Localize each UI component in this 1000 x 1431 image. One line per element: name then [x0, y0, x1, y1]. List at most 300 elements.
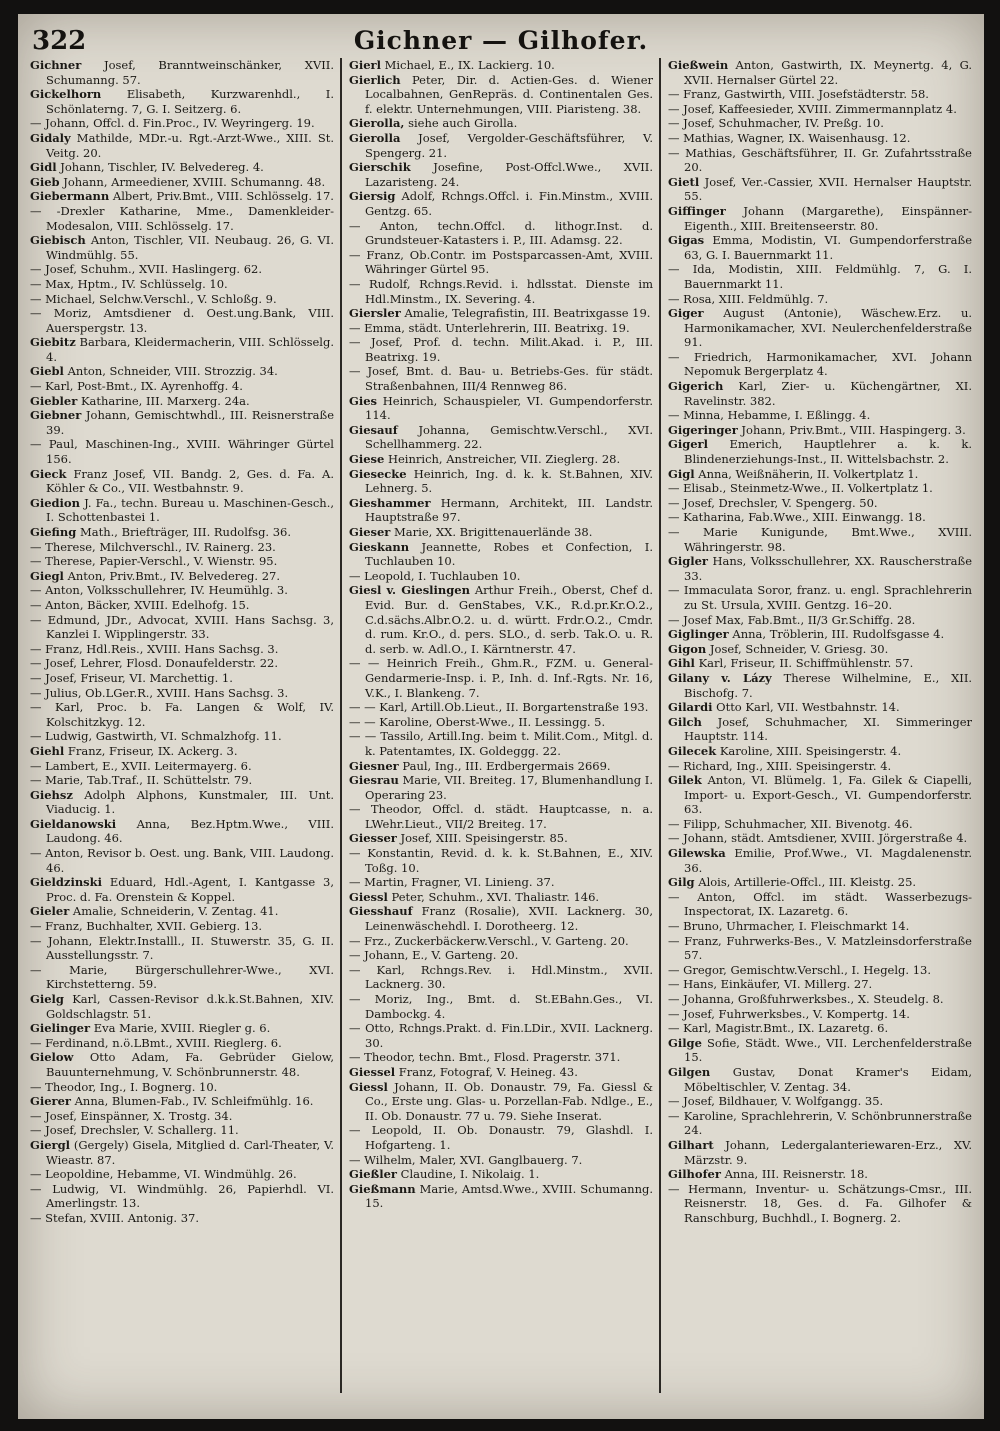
entry-details: — — Heinrich Freih., Ghm.R., FZM. u. General-Gendarmerie-Insp. i. P., Inh. d. Inf.-Rgts. Nr. 16, V.K., I. Blankeng. 7.	[349, 656, 653, 700]
directory-entry	[668, 131, 972, 146]
entry-details: Johann (Margarethe), Einspänner-Eigenth., XIII. Breitenseerstr. 80.	[684, 203, 972, 233]
entry-details: — Franz, Hdl.Reis., XVIII. Hans Sachsg. 3.	[30, 641, 279, 656]
entry-details: — -Drexler Katharine, Mme., Damenkleider-Modesalon, VIII. Schlösselg. 17.	[30, 203, 334, 233]
page-number: 322	[32, 26, 87, 56]
directory-entry	[30, 335, 334, 364]
entry-details: Arthur Freih., Oberst, Chef d. Evid. Bur. d. GenStabes, V.K., R.d.pr.Kr.O.2., C.d.sächs.Albr.O.2. u. d. württ. Frdr.O.2., Cmdr. d. rum. Kr.O., d. pers. SLO., d. serb. Tak.O. u. R. d. serb. w. Adl.O., I. Kärntnerstr. 47.	[365, 583, 653, 656]
directory-entry	[30, 1167, 334, 1182]
entry-details: — Otto, Rchngs.Prakt. d. Fin.LDir., XVII. Lacknerg. 30.	[349, 1021, 653, 1050]
entry-details: — Marie Kunigunde, Bmt.Wwe., XVIII. Währingerstr. 98.	[668, 525, 972, 554]
entry-details: Josefine, Post-Offcl.Wwe., XVII. Lazaristeng. 24.	[365, 160, 653, 189]
entry-details: Josef, Vergolder-Geschäftsführer, V. Spengerg. 21.	[365, 130, 653, 160]
directory-entry	[349, 496, 653, 525]
directory-entry	[668, 1065, 972, 1094]
directory-entry	[349, 423, 653, 452]
entry-surname: Gigas	[668, 233, 705, 248]
directory-entry	[349, 583, 653, 656]
directory-entry	[668, 1182, 972, 1226]
directory-entry	[30, 1094, 334, 1109]
entry-surname: Gigl	[668, 466, 695, 481]
entry-surname: Giesshauf	[349, 904, 413, 919]
entry-surname: Gielg	[30, 992, 64, 1006]
entry-details: — Moriz, Ing., Bmt. d. St.EBahn.Ges., VI. Dambockg. 4.	[349, 992, 653, 1021]
entry-details: Johann, Armeediener, XVIII. Schumanng. 48.	[63, 174, 326, 189]
directory-entry	[668, 583, 972, 612]
directory-entry	[30, 233, 334, 262]
directory-entry	[349, 467, 653, 496]
directory-entry	[349, 700, 653, 715]
entry-details: — Rudolf, Rchngs.Revid. i. hdlsstat. Dienste im Hdl.Minstm., IX. Severing. 4.	[349, 276, 653, 306]
directory-entry	[349, 1050, 653, 1065]
entry-details: — Franz, Gastwirth, VIII. Josefstädterstr. 58.	[668, 87, 929, 102]
entry-details: — Josef, Drechsler, V. Schallerg. 11.	[30, 1123, 239, 1138]
entry-surname: Giergl	[30, 1137, 70, 1152]
entry-details: August (Antonie), Wäschew.Erz. u. Harmonikamacher, XVI. Neulerchenfelderstraße 91.	[684, 306, 972, 350]
directory-entry	[668, 102, 972, 117]
directory-entry	[668, 292, 972, 307]
entry-surname: Gilge	[668, 1035, 702, 1050]
entry-surname: Gidaly	[30, 130, 71, 145]
entry-surname: Gilewska	[668, 846, 726, 861]
entry-surname: Gilany v. Lázy	[668, 670, 772, 685]
entry-details: Josef, XIII. Speisingerstr. 85.	[400, 831, 568, 846]
column-1	[30, 58, 334, 1398]
entry-details: Marie, VII. Breiteg. 17, Blumenhandlung I. Operaring 23.	[365, 773, 653, 802]
directory-entry	[349, 773, 653, 802]
entry-details: — Therese, Papier-Verschl., V. Wienstr. 95.	[30, 554, 278, 569]
entry-details: — Julius, Ob.LGer.R., XVIII. Hans Sachsg. 3.	[30, 685, 289, 700]
directory-entry	[30, 773, 334, 788]
directory-entry	[668, 934, 972, 963]
directory-entry	[30, 744, 334, 759]
directory-entry	[668, 890, 972, 919]
directory-entry	[349, 321, 653, 336]
directory-entry	[349, 364, 653, 393]
entry-details: — Rosa, XIII. Feldmühlg. 7.	[668, 291, 829, 306]
entry-details: Marie, Amtsd.Wwe., XVIII. Schumanng. 15.	[365, 1181, 653, 1211]
entry-surname: Giefing	[30, 525, 77, 539]
entry-surname: Gilg	[668, 875, 695, 890]
directory-entry	[668, 977, 972, 992]
entry-details: Anna, Bez.Hptm.Wwe., VIII. Laudong. 46.	[46, 816, 334, 846]
directory-entry	[668, 175, 972, 204]
entry-details: — Karl, Post-Bmt., IX. Ayrenhoffg. 4.	[30, 379, 243, 394]
entry-details: Heinrich, Anstreicher, VII. Zieglerg. 28.	[387, 452, 621, 467]
entry-surname: Giesl v. Gieslingen	[349, 583, 470, 598]
entry-surname: Gieler	[30, 904, 70, 919]
entry-surname: Giese	[349, 452, 385, 467]
directory-entry	[30, 671, 334, 686]
directory-entry	[30, 642, 334, 657]
directory-entry	[349, 992, 653, 1021]
entry-details: — — Karl, Artill.Ob.Lieut., II. Borgartenstraße 193.	[349, 700, 649, 715]
entry-details: Claudine, I. Nikolaig. 1.	[400, 1167, 540, 1182]
entry-details: Barbara, Kleidermacherin, VIII. Schlösselg. 4.	[46, 335, 334, 364]
entry-details: — Leopold, II. Ob. Donaustr. 79, Glashdl. I. Hofgarteng. 1.	[349, 1123, 653, 1152]
entry-details: — Edmund, JDr., Advocat, XVIII. Hans Sachsg. 3, Kanzlei I. Wipplingerstr. 33.	[30, 612, 334, 642]
directory-entry	[30, 904, 334, 919]
entry-details: — Bruno, Uhrmacher, I. Fleischmarkt 14.	[668, 919, 910, 934]
directory-entry	[349, 875, 653, 890]
directory-entry	[668, 715, 972, 744]
entry-details: Marie, XX. Brigittenauerlände 38.	[394, 525, 593, 539]
entry-details: — Mathias, Geschäftsführer, II. Gr. Zufahrtsstraße 20.	[668, 145, 972, 175]
entry-details: Math., Briefträger, III. Rudolfsg. 36.	[79, 525, 292, 539]
entry-surname: Gierlich	[349, 72, 401, 87]
directory-entry	[668, 744, 972, 759]
directory-entry	[349, 729, 653, 758]
entry-details: — Johann, Offcl. d. Fin.Proc., IV. Weyringerg. 19.	[30, 116, 315, 131]
directory-entry	[349, 160, 653, 189]
entry-details: Amalie, Schneiderin, V. Zentag. 41.	[72, 904, 279, 919]
column-divider	[659, 58, 661, 1393]
entry-surname: Gilardi	[668, 700, 713, 715]
entry-details: — Paul, Maschinen-Ing., XVIII. Währinger Gürtel 156.	[30, 437, 334, 467]
directory-entry	[349, 831, 653, 846]
entry-details: — Anton, Revisor b. Oest. ung. Bank, VIII. Laudong. 46.	[30, 846, 334, 875]
entry-details: — Ida, Modistin, XIII. Feldmühlg. 7, G. I. Bauernmarkt 11.	[668, 262, 972, 291]
directory-entry	[668, 1094, 972, 1109]
entry-details: Johann, II. Ob. Donaustr. 79, Fa. Giessl & Co., Erste ung. Glas- u. Porzellan-Fab. Ndlge., E., II. Ob. Donaustr. 77 u. 79. Siehe Inserat.	[365, 1079, 653, 1123]
entry-details: Karoline, XIII. Speisingerstr. 4.	[719, 743, 902, 758]
entry-surname: Gieldanowski	[30, 816, 117, 831]
entry-surname: Gieldzinski	[30, 875, 102, 890]
entry-details: Hermann, Architekt, III. Landstr. Hauptstraße 97.	[365, 495, 653, 525]
directory-entry	[668, 1138, 972, 1167]
entry-details: — — Tassilo, Artill.Ing. beim t. Milit.Com., Mitgl. d. k. Patentamtes, IX. Goldeggg. 22.	[349, 729, 653, 758]
entry-details: — Immaculata Soror, franz. u. engl. Sprachlehrerin zu St. Ursula, XVIII. Gentzg. 16–20.	[668, 583, 972, 612]
entry-surname: Gilecek	[668, 743, 717, 758]
entry-details: — Theodor, Ing., I. Bognerg. 10.	[30, 1079, 218, 1094]
directory-entry	[30, 992, 334, 1021]
entry-surname: Gieb	[30, 174, 60, 189]
entry-details: — Gregor, Gemischtw.Verschl., I. Hegelg. 13.	[668, 962, 931, 977]
directory-entry	[30, 700, 334, 729]
directory-entry	[668, 481, 972, 496]
entry-details: — Josef, Schuhm., XVII. Haslingerg. 62.	[30, 262, 263, 277]
directory-entry	[668, 627, 972, 642]
entry-surname: Giebner	[30, 408, 82, 423]
entry-surname: Gieck	[30, 466, 67, 481]
entry-surname: Gierschik	[349, 160, 411, 175]
directory-entry	[349, 963, 653, 992]
entry-details: Karl, Zier- u. Küchengärtner, XI. Ravelinstr. 382.	[684, 379, 972, 408]
directory-entry	[30, 116, 334, 131]
directory-entry	[30, 437, 334, 466]
entry-surname: Gichner	[30, 58, 82, 72]
directory-entry	[668, 773, 972, 817]
entry-surname: Giebitz	[30, 335, 76, 350]
directory-entry	[668, 846, 972, 875]
entry-details: — Ferdinand, n.ö.LBmt., XVIII. Rieglerg. 6.	[30, 1035, 282, 1050]
entry-details: — Mathias, Wagner, IX. Waisenhausg. 12.	[668, 130, 911, 145]
directory-entry	[349, 525, 653, 540]
entry-details: Franz Josef, VII. Bandg. 2, Ges. d. Fa. A. Köhler & Co., VII. Westbahnstr. 9.	[46, 466, 334, 496]
entry-details: Heinrich, Schauspieler, VI. Gumpendorferstr. 114.	[365, 393, 653, 423]
entry-surname: Gilch	[668, 714, 702, 729]
entry-details: Peter, Schuhm., XVI. Thaliastr. 146.	[391, 889, 600, 904]
column-3	[668, 58, 972, 1398]
entry-details: Josef, Schneider, V. Griesg. 30.	[709, 641, 889, 656]
entry-details: — Leopoldine, Hebamme, VI. Windmühlg. 26.	[30, 1167, 297, 1182]
entry-details: — Johann, E., V. Garteng. 20.	[349, 948, 519, 963]
running-head: Gichner — Gilhofer.	[353, 26, 649, 55]
entry-surname: Giesecke	[349, 466, 407, 481]
directory-entry	[668, 831, 972, 846]
directory-entry	[30, 598, 334, 613]
directory-entry	[668, 613, 972, 628]
entry-surname: Gigerich	[668, 379, 724, 394]
entry-details: Johanna, Gemischtw.Verschl., XVI. Schellhammerg. 22.	[365, 422, 653, 452]
entry-details: Eduard, Hdl.-Agent, I. Kantgasse 3, Proc. d. Fa. Orenstein & Koppel.	[46, 875, 334, 904]
directory-entry	[668, 875, 972, 890]
entry-surname: Giebler	[30, 393, 78, 408]
entry-details: Emma, Modistin, VI. Gumpendorferstraße 63, G. I. Bauernmarkt 11.	[684, 233, 972, 262]
directory-entry	[668, 963, 972, 978]
entry-details: — Friedrich, Harmonikamacher, XVI. Johann Nepomuk Bergerplatz 4.	[668, 349, 972, 379]
directory-entry	[668, 350, 972, 379]
entry-details: — Anton, techn.Offcl. d. lithogr.Inst. d. Grundsteuer-Katasters i. P., III. Adamsg. 22.	[349, 218, 653, 248]
entry-details: Anna, Blumen-Fab., IV. Schleifmühlg. 16.	[74, 1094, 314, 1109]
directory-entry	[30, 204, 334, 233]
entry-surname: Giessl	[349, 889, 388, 904]
directory-entry	[30, 277, 334, 292]
directory-entry	[30, 656, 334, 671]
directory-entry	[30, 394, 334, 409]
entry-details: — Frz., Zuckerbäckerw.Verschl., V. Garteng. 20.	[349, 933, 629, 948]
entry-details: — Karl, Proc. b. Fa. Langen & Wolf, IV. Kolschitzkyg. 12.	[30, 700, 334, 729]
directory-entry	[668, 423, 972, 438]
directory-entry	[668, 437, 972, 466]
entry-surname: Gilhofer	[668, 1167, 721, 1182]
entry-details: — Konstantin, Revid. d. k. k. St.Bahnen, E., XIV. Toßg. 10.	[349, 846, 653, 875]
directory-entry	[30, 583, 334, 598]
entry-details: Franz, Friseur, IX. Ackerg. 3.	[67, 743, 238, 758]
directory-entry	[30, 1080, 334, 1095]
directory-entry	[349, 540, 653, 569]
directory-entry	[30, 554, 334, 569]
entry-surname: Giehl	[30, 743, 65, 758]
entry-details: Emilie, Prof.Wwe., VI. Magdalenenstr. 36.	[684, 846, 972, 875]
entry-surname: Giesser	[349, 831, 397, 846]
entry-surname: Gigeringer	[668, 422, 738, 437]
directory-entry	[349, 58, 653, 73]
directory-entry	[349, 335, 653, 364]
entry-details: Anton, Tischler, VII. Neubaug. 26, G. VI. Windmühlg. 55.	[46, 233, 334, 262]
entry-details: — — Karoline, Oberst-Wwe., II. Lessingg. 5.	[349, 714, 606, 729]
directory-entry	[349, 73, 653, 117]
directory-entry	[668, 467, 972, 482]
entry-details: — Josef, Lehrer, Flosd. Donaufelderstr. 22.	[30, 656, 278, 671]
directory-entry	[30, 846, 334, 875]
directory-entry	[668, 1167, 972, 1182]
directory-entry	[668, 379, 972, 408]
entry-details: — Franz, Buchhalter, XVII. Gebierg. 13.	[30, 919, 263, 934]
directory-entry	[30, 919, 334, 934]
entry-details: Anton, Gastwirth, IX. Meynertg. 4, G. XVII. Hernalser Gürtel 22.	[684, 58, 972, 87]
directory-entry	[668, 700, 972, 715]
entry-details: Adolph Alphons, Kunstmaler, III. Unt. Viaducig. 1.	[46, 787, 334, 817]
entry-surname: Giebermann	[30, 189, 110, 204]
directory-entry	[668, 262, 972, 291]
entry-details: Sofie, Städt. Wwe., VII. Lerchenfelderstraße 15.	[684, 1035, 972, 1065]
directory-entry	[668, 759, 972, 774]
directory-entry	[30, 613, 334, 642]
directory-entry	[349, 934, 653, 949]
entry-surname: Gierer	[30, 1094, 71, 1109]
entry-details: — Karl, Rchngs.Rev. i. Hdl.Minstm., XVII. Lacknerg. 30.	[349, 962, 653, 992]
entry-details: — Michael, Selchw.Verschl., V. Schloßg. 9.	[30, 291, 277, 306]
entry-surname: Giersler	[349, 306, 401, 321]
directory-entry	[668, 1007, 972, 1022]
entry-details: Katharine, III. Marxerg. 24a.	[80, 393, 250, 408]
entry-details: — Josef, Friseur, VI. Marchettig. 1.	[30, 670, 233, 685]
directory-entry	[30, 788, 334, 817]
directory-entry	[30, 1182, 334, 1211]
entry-details: Johann, Ledergalanteriewaren-Erz., XV. Märzstr. 9.	[684, 1137, 972, 1167]
entry-details: — Johann, städt. Amtsdiener, XVIII. Jörgerstraße 4.	[668, 831, 968, 846]
entry-surname: Gießmann	[349, 1181, 416, 1196]
directory-entry	[668, 204, 972, 233]
entry-details: — Josef, Einspänner, X. Trostg. 34.	[30, 1108, 233, 1123]
directory-entry	[30, 525, 334, 540]
entry-details: Hans, Volksschullehrer, XX. Rauscherstraße 33.	[684, 554, 972, 583]
entry-details: — Elisab., Steinmetz-Wwe., II. Volkertplatz 1.	[668, 481, 933, 496]
column-divider	[340, 58, 342, 1393]
directory-entry	[349, 1080, 653, 1124]
entry-surname: Gierolla,	[349, 116, 405, 131]
directory-entry	[349, 1153, 653, 1168]
directory-entry	[349, 306, 653, 321]
entry-surname: Gierl	[349, 58, 381, 72]
entry-details: Gustav, Donat Kramer's Eidam, Möbeltischler, V. Zentag. 34.	[684, 1064, 972, 1094]
entry-details: Anna, III. Reisnerstr. 18.	[724, 1167, 868, 1182]
entry-surname: Giglinger	[668, 627, 729, 642]
entry-details: — Johanna, Großfuhrwerksbes., X. Steudelg. 8.	[668, 992, 944, 1006]
entry-details: Otto Karl, VII. Westbahnstr. 14.	[716, 700, 900, 715]
entry-details: siehe auch Girolla.	[408, 116, 518, 131]
entry-details: Michael, E., IX. Lackierg. 10.	[384, 58, 555, 72]
directory-entry	[668, 58, 972, 87]
directory-entry	[30, 87, 334, 116]
entry-details: Josef, Branntweinschänker, XVII. Schumanng. 57.	[46, 58, 334, 87]
directory-entry	[349, 846, 653, 875]
directory-entry	[668, 496, 972, 511]
directory-entry	[30, 569, 334, 584]
entry-details: Heinrich, Ing. d. k. k. St.Bahnen, XIV. Lehnerg. 5.	[365, 466, 653, 496]
entry-details: Alois, Artillerie-Offcl., III. Kleistg. 25.	[698, 875, 917, 890]
entry-details: — Stefan, XVIII. Antonig. 37.	[30, 1210, 200, 1225]
entry-details: — Josef, Drechsler, V. Spengerg. 50.	[668, 495, 878, 510]
directory-entry	[668, 1109, 972, 1138]
directory-entry	[349, 656, 653, 700]
entry-details: — Karoline, Sprachlehrerin, V. Schönbrunnerstraße 24.	[668, 1108, 972, 1138]
entry-details: — Josef, Prof. d. techn. Milit.Akad. i. P., III. Beatrixg. 19.	[349, 335, 653, 364]
directory-entry	[30, 1123, 334, 1138]
column-2	[349, 58, 653, 1398]
entry-details: — Marie, Bürgerschullehrer-Wwe., XVI. Kirchstetterng. 59.	[30, 962, 334, 992]
entry-details: — Richard, Ing., XIII. Speisingerstr. 4.	[668, 758, 892, 773]
entry-surname: Gielow	[30, 1050, 74, 1065]
directory-entry	[668, 525, 972, 554]
entry-details: Amalie, Telegrafistin, III. Beatrixgasse 19.	[404, 306, 651, 321]
directory-entry	[349, 715, 653, 730]
entry-details: — Hermann, Inventur- u. Schätzungs-Cmsr., III. Reisnerstr. 18, Ges. d. Fa. Gilhofer & Ranschburg, Buchhdl., I. Bognerg. 2.	[668, 1181, 972, 1225]
entry-surname: Gielinger	[30, 1021, 91, 1036]
directory-entry	[668, 116, 972, 131]
entry-surname: Gießwein	[668, 58, 729, 72]
entry-surname: Gietl	[668, 174, 700, 189]
directory-entry	[349, 248, 653, 277]
directory-entry	[30, 131, 334, 160]
directory-entry	[30, 496, 334, 525]
entry-details: — Lambert, E., XVII. Leitermayerg. 6.	[30, 758, 252, 773]
directory-entry	[668, 510, 972, 525]
entry-surname: Gieskann	[349, 539, 410, 554]
entry-surname: Gigon	[668, 641, 707, 656]
entry-details: — Anton, Volksschullehrer, IV. Heumühlg. 3.	[30, 583, 288, 598]
entry-details: — Filipp, Schuhmacher, XII. Bivenotg. 46.	[668, 816, 913, 831]
entry-details: Otto Adam, Fa. Gebrüder Gielow, Bauunternehmung, V. Schönbrunnerstr. 48.	[46, 1050, 334, 1079]
directory-entry	[30, 1109, 334, 1124]
directory-entry	[30, 1021, 334, 1036]
entry-surname: Gickelhorn	[30, 87, 102, 102]
entry-details: Johann, Gemischtwhdl., III. Reisnerstraße 39.	[46, 408, 334, 437]
entry-details: — Theodor, techn. Bmt., Flosd. Pragerstr. 371.	[349, 1050, 621, 1065]
entry-surname: Giesauf	[349, 422, 398, 437]
entry-details: — Franz, Fuhrwerks-Bes., V. Matzleinsdorferstraße 57.	[668, 933, 972, 963]
entry-details: J. Fa., techn. Bureau u. Maschinen-Gesch., I. Schottenbastei 1.	[46, 495, 334, 525]
directory-entry	[668, 656, 972, 671]
directory-entry	[349, 1123, 653, 1152]
entry-details: Anton, VI. Blümelg. 1, Fa. Gilek & Ciapelli, Import- u. Export-Gesch., VI. Gumpendorferstr. 63.	[684, 773, 972, 817]
directory-entry	[30, 467, 334, 496]
entry-details: Elisabeth, Kurzwarenhdl., I. Schönlaterng. 7, G. I. Seitzerg. 6.	[46, 87, 334, 116]
entry-surname: Giebisch	[30, 233, 86, 248]
entry-surname: Gigler	[668, 554, 708, 569]
entry-surname: Giehsz	[30, 787, 73, 802]
entry-surname: Giesrau	[349, 773, 399, 788]
entry-details: Adolf, Rchngs.Offcl. i. Fin.Minstm., XVIII. Gentzg. 65.	[365, 189, 653, 218]
directory-entry	[349, 759, 653, 774]
directory-entry	[349, 277, 653, 306]
entry-details: — Moriz, Amtsdiener d. Oest.ung.Bank, VIII. Auerspergstr. 13.	[30, 306, 334, 335]
directory-entry	[349, 904, 653, 933]
directory-entry	[30, 759, 334, 774]
entry-details: Eva Marie, XVIII. Riegler g. 6.	[93, 1021, 271, 1036]
entry-details: Franz (Rosalie), XVII. Lacknerg. 30, Leinenwäschehdl. I. Dorotheerg. 12.	[365, 904, 653, 934]
directory-entry	[30, 1138, 334, 1167]
entry-details: — Therese, Milchverschl., IV. Rainerg. 23.	[30, 539, 276, 554]
entry-details: — Ludwig, Gastwirth, VI. Schmalzhofg. 11.	[30, 729, 282, 744]
directory-entry	[30, 262, 334, 277]
directory-entry	[349, 802, 653, 831]
entry-surname: Gierolla	[349, 130, 401, 145]
entry-details: Johann, Priv.Bmt., VIII. Haspingerg. 3.	[741, 422, 966, 437]
entry-details: Josef, Ver.-Cassier, XVII. Hernalser Hauptstr. 55.	[684, 174, 972, 204]
directory-entry	[668, 642, 972, 657]
directory-entry	[668, 408, 972, 423]
directory-entry	[30, 160, 334, 175]
directory-entry	[30, 1036, 334, 1051]
directory-entry	[668, 146, 972, 175]
directory-entry	[30, 364, 334, 379]
entry-details: — Franz, Ob.Contr. im Postsparcassen-Amt, XVIII. Währinger Gürtel 95.	[349, 247, 653, 277]
entry-details: — Max, Hptm., IV. Schlüsselg. 10.	[30, 276, 228, 291]
entry-surname: Gihl	[668, 656, 695, 671]
entry-details: — Josef, Fuhrwerksbes., V. Kompertg. 14.	[668, 1006, 910, 1021]
entry-details: — Theodor, Offcl. d. städt. Hauptcasse, n. a. LWehr.Lieut., VII/2 Breiteg. 17.	[349, 802, 653, 831]
